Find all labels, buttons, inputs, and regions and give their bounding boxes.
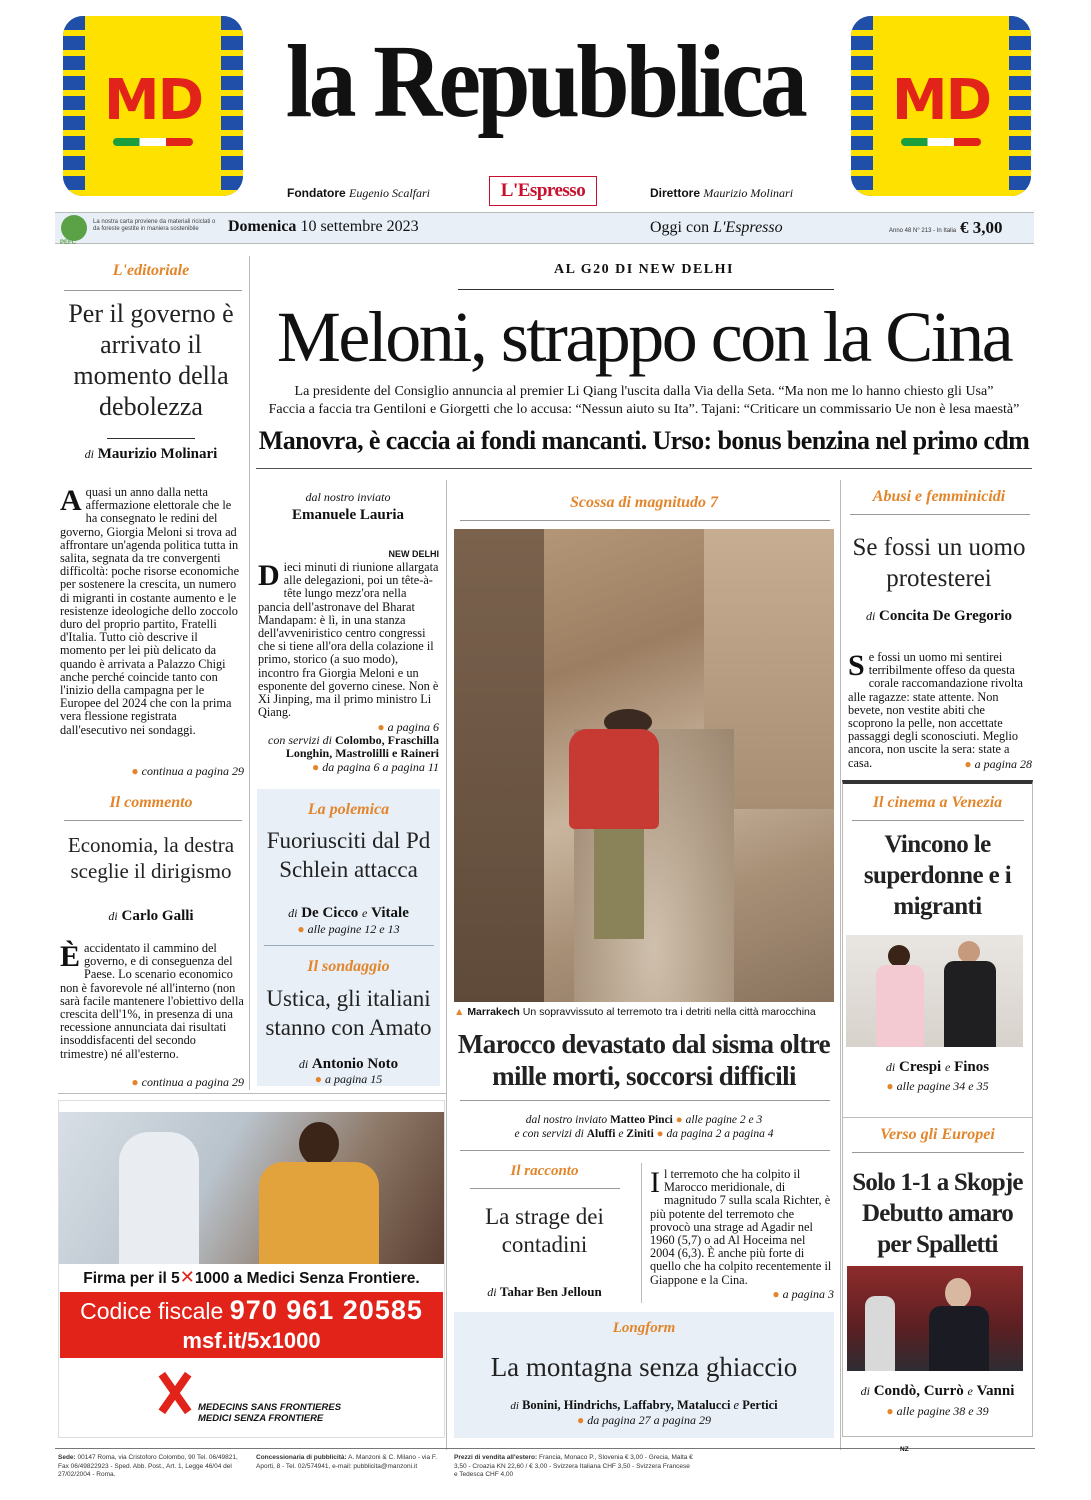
europei-headline[interactable]: Solo 1-1 a Skopje Debutto amaro per Spalletti [852,1169,1023,1258]
commento-ref[interactable]: ● continua a pagina 29 [131,1075,244,1089]
byline-di: di [84,447,95,461]
ref-text: continua a pagina 29 [141,1075,244,1089]
services-names: Colombo, Fraschilla Longhin, Mastrolilli e Raineri [285,733,439,760]
msf-ad-code-box[interactable] [60,1292,443,1358]
editoriale-text: quasi un anno dalla netta affermazione elettorale che le ha consegnato le redini del governo, Giorgia Meloni si trova ad affrontare un'agenda politica tutta in salita, segnata da tre convergenti difficoltà: poche risorse economiche per sostenere la crescita, un numero di migranti in costante aumento e le resistenze ideologiche dello zoccolo duro del proprio partito, Fratelli d'Italia. Tutto ciò descrive il momento per lei più delicato da quando è arrivata a Palazzo Chigi anche perché coincide tanto con l'inizio della campagna per le Europee del 2024 che con la prima vera flessione registrata dall'esecutivo nei sondaggi. [60,485,240,737]
longform-kicker: Longform [612,1320,676,1336]
europei-byline [843,1383,1032,1400]
md-logo-text: MD [103,68,203,133]
sede-label: Sede: [58,1454,76,1461]
femminicidi-body [848,651,1032,770]
longform-ref[interactable]: ● da pagina 27 a pagina 29 [577,1413,711,1427]
europei-kicker: Verso gli Europei [880,1126,995,1143]
polemica-author-2[interactable]: Vitale [371,905,409,921]
inviato-ref-2[interactable]: ● da pagina 6 a pagina 11 [311,760,439,774]
ref-text: a pagina 28 [974,757,1032,771]
today-with [650,219,783,237]
byline-di: di [108,909,118,923]
racconto-text: l terremoto che ha colpito il Marocco meridionale, di magnitudo 7 sulla scala Richter, è più potente del terremoto che provocò una strage ad Agadir nel 1960 (5,7) o ad Al Hoceima nel 2004 (6,3). È anche più forte di quello che ha colpito recentemente il Giappone e la Cina. [650,1167,832,1287]
ad-line-1b: 1000 a Medici Senza Frontiere. [194,1270,420,1287]
byline-di: di [860,1384,870,1398]
director-name: Maurizio Molinari [703,186,794,200]
services-name-1: Aluffi [586,1127,616,1140]
survivor-shirt [569,729,659,829]
inviato-label: dal nostro inviato [525,1114,608,1126]
byline-di: di [288,906,298,920]
inviato-body [258,561,440,719]
commento-body [60,942,244,1061]
femminicidi-headline[interactable]: Se fossi un uomo protesterei [852,534,1026,592]
polemica-kicker: La polemica [307,801,390,818]
byline-and: e [733,1398,740,1412]
issue-number: Anno 48 N° 213 - In Italia [889,228,957,234]
caption-place: Marrakech [467,1006,520,1018]
footer-code: NZ [900,1446,909,1453]
ref-text: continua a pagina 29 [141,764,244,778]
director-label: Direttore [650,186,701,200]
inviato-label: dal nostro inviato [305,490,391,504]
brand-line-2: MEDICI SENZA FRONTIERE [198,1413,324,1424]
venezia-author-2[interactable]: Finos [954,1059,990,1075]
lead-kicker: AL G20 DI NEW DELHI [554,262,734,277]
femminicidi-ref[interactable]: ● a pagina 28 [964,757,1032,771]
spalletti-photo[interactable] [847,1266,1023,1371]
sondaggio-author[interactable]: Antonio Noto [311,1056,399,1072]
venice-photo[interactable] [846,935,1023,1047]
lead-headline[interactable]: Meloni, strappo con la Cina [276,297,1012,377]
msf-url[interactable]: msf.it/5x1000 [182,1328,321,1353]
services-and: e [618,1127,624,1140]
lead-summary-1: La presidente del Consiglio annuncia al premier Li Qiang l'uscita dalla Via della Seta. “Ma non me lo hanno chiesto gli Usa” [294,384,994,399]
polemica-byline [257,905,440,922]
ref-text[interactable]: alle pagine 2 e 3 [685,1114,763,1126]
editoriale-ref[interactable]: ● continua a pagina 29 [131,764,244,778]
director-line [650,186,793,201]
survivor-trousers [594,829,644,939]
msf-logo-icon [155,1370,195,1416]
italian-flag-stripe [901,138,981,146]
europei-author-last[interactable]: Vanni [976,1383,1015,1399]
longform-byline [454,1398,834,1413]
europei-ref[interactable]: ● alle pagine 38 e 39 [886,1404,989,1418]
dropcap: S [848,649,865,682]
editoriale-kicker: L'editoriale [112,262,190,279]
italian-flag-stripe [113,138,193,146]
prezzi-text: Francia, Monaco P., Slovenia € 3,00 - Grecia, Malta € 3,50 - Croazia KN 22,60 / € 3,00 - Svizzera Italiana CHF 3,50 - Svizzera Francese e Tedesca CHF 4,00 [454,1454,693,1478]
dropcap: D [258,559,280,592]
md-logo-left[interactable] [63,16,243,196]
racconto-ref[interactable]: ● a pagina 3 [772,1287,834,1301]
ref-text: alle pagine 12 e 13 [307,922,400,936]
inviato-dateline: NEW DELHI [388,549,439,559]
tax-code: 970 961 20585 [229,1295,423,1325]
today-with-brand: L'Espresso [713,219,783,236]
commento-byline [58,908,244,925]
venezia-byline [843,1059,1032,1076]
byline-and: e [967,1384,973,1398]
pefc-note: La nostra carta proviene da materiali riciclati o da foreste gestite in maniera sostenibile [93,219,216,232]
ref-text: da pagina 6 a pagina 11 [322,760,439,774]
ref-text: a pagina 3 [782,1287,834,1301]
sede-text: 00147 Roma, via Cristoforo Colombo, 90 Tel. 06/49821, Fax 06/49822923 - Sped. Abb. Post., Art. 1, Legge 46/04 del 27/02/2004 - Roma. [58,1454,238,1478]
pefc-label: PEFC [60,240,77,246]
lead-subhead[interactable]: Manovra, è caccia ai fondi mancanti. Urso: bonus benzina nel primo cdm [258,426,1030,455]
prezzi-label: Prezzi di vendita all'estero: [454,1454,538,1461]
msf-ad-line [58,1267,445,1288]
inviato-services [256,734,439,760]
sondaggio-headline[interactable]: Ustica, gli italiani stanno con Amato [265,986,432,1040]
dropcap: I [650,1166,660,1199]
byline-and: e [944,1060,951,1074]
inviato-text: ieci minuti di riunione allargata alle delegazioni, poi un tête-à-tête lungo mezz'ora nella pancia dell'astronave del Bharat Mandapam: è lì, in una stanza dell'avveniristico centro congressi che si tiene all'ora della colazione il primo, storico (a suo modo), incontro fra Giorgia Meloni e un esponente del governo cinese. Non è Xi Jinping, ma il primo ministro Li Qiang. [258,560,439,720]
racconto-byline [453,1284,636,1300]
msf-ad-photo [59,1112,444,1264]
commento-text: accidentato il cammino del governo, e di conseguenza del Paese. Lo scenario economico non è favorevole né all'interno (non sarà facile mantenere l'obiettivo della crescita dell'1%, in presenza di una recessione annunciata dai risultati insoddisfacenti del secondo trimestre) né all'esterno. [60,941,244,1061]
sondaggio-byline [257,1056,440,1073]
inviato-ref-1[interactable]: ● a pagina 6 [377,720,439,734]
footer-sede [58,1454,244,1480]
ref-text: alle pagine 34 e 35 [896,1079,989,1093]
byline-di: di [510,1400,519,1412]
polemica-headline[interactable]: Fuoriusciti dal Pd Schlein attacca [266,828,431,882]
lead-summary [256,383,1032,419]
longform-author-last[interactable]: Pertici [742,1398,778,1412]
editoriale-headline[interactable]: Per il governo è arrivato il momento della debolezza [68,299,234,421]
racconto-headline[interactable]: La strage dei contadini [485,1204,604,1257]
ref-text: a pagina 15 [324,1072,383,1086]
commento-author[interactable]: Carlo Galli [121,908,194,924]
venezia-author-1[interactable]: Crespi [899,1059,942,1075]
caption-text: Un sopravvissuto al terremoto tra i detriti nella città marocchina [522,1006,816,1018]
inviato-author[interactable]: Emanuele Lauria [291,507,405,523]
date-line [228,218,419,236]
byline-di: di [865,609,876,623]
femminicidi-byline [846,608,1032,625]
venezia-kicker: Il cinema a Venezia [872,794,1003,811]
polemica-author-1[interactable]: De Cicco [301,905,359,921]
ad-line-1: Firma per il 5 [83,1270,180,1287]
europei-authors[interactable]: Condò, Currò [873,1383,964,1399]
commento-kicker: Il commento [109,794,193,811]
photo-caption: ▲ Marrakech Un sopravvissuto al terremoto tra i detriti nella città marocchina [454,1006,816,1018]
ref-text: a pagina 6 [387,720,439,734]
services-name-2: Ziniti [626,1127,654,1140]
services-label: e con servizi di [514,1127,584,1140]
conc-label: Concessionaria di pubblicità: [256,1454,347,1461]
footer-prezzi [454,1454,694,1480]
editoriale-author[interactable]: Maurizio Molinari [97,446,218,462]
earthquake-photo[interactable] [454,529,834,1002]
editoriale-body [60,486,244,737]
sondaggio-kicker: Il sondaggio [307,958,390,975]
ref-text: alle pagine 38 e 39 [896,1404,989,1418]
x-mark-icon: ✕ [179,1267,195,1287]
md-logo-right[interactable] [851,16,1031,196]
founder-name: Eugenio Scalfari [349,186,431,200]
dropcap: È [60,940,81,973]
ref-text[interactable]: da pagina 2 a pagina 4 [666,1127,774,1140]
byline-and: e [362,906,368,920]
today-with-label: Oggi con [650,219,710,236]
pefc-icon [61,215,87,241]
founder-line [287,186,430,201]
byline-di: di [298,1057,309,1071]
brand-line-1: MEDECINS SANS FRONTIERES [198,1402,342,1413]
marocco-headline[interactable]: Marocco devastato dal sisma oltre mille morti, soccorsi difficili [457,1029,831,1091]
marocco-refs: dal nostro inviato Matteo Pinci ● alle pagine 2 e 3 e con servizi di Aluffi e Ziniti ● da pagina 2 a pagina 4 [514,1114,774,1140]
venezia-ref[interactable]: ● alle pagine 34 e 35 [886,1079,989,1093]
femminicidi-kicker: Abusi e femminicidi [872,488,1006,505]
date: 10 settembre 2023 [300,218,419,235]
inviato-name[interactable]: Matteo Pinci [609,1114,673,1126]
femminicidi-text: e fossi un uomo mi sentirei terribilmente offeso da questa corale raccomandazione rivolta alle ragazze: state attente. Non bevete, non vestite abiti che scoprono la pelle, non accettate passaggi degli sconosciuti. Meglio ancora, non uscite la sera: state a casa. [848,650,1023,770]
founder-label: Fondatore [287,186,346,200]
footer-concessionaria [256,1454,442,1471]
venezia-headline[interactable]: Vincono le superdonne e i migranti [863,831,1012,920]
editoriale-byline [58,446,244,463]
conc-text: A. Manzoni & C. Milano - via F. Aporti, 8 - Tel. 02/574941, e-mail: pubblicita@manzoni.it [256,1454,437,1470]
marocco-kicker: Scossa di magnitudo 7 [569,494,719,511]
day: Domenica [228,218,297,235]
services-label: con servizi di [268,733,332,747]
longform-headline[interactable]: La montagna senza ghiaccio [490,1352,798,1382]
ref-text: da pagina 27 a pagina 29 [587,1413,711,1427]
md-logo-text: MD [891,68,991,133]
racconto-author[interactable]: Tahar Ben Jelloun [499,1284,602,1299]
longform-authors[interactable]: Bonini, Hindrichs, Laffabry, Matalucci [522,1398,731,1412]
code-label: Codice fiscale [80,1298,224,1324]
commento-headline[interactable]: Economia, la destra sceglie il dirigismo [67,833,235,883]
femminicidi-author[interactable]: Concita De Gregorio [879,608,1013,624]
byline-di: di [487,1285,497,1299]
byline-di: di [885,1060,896,1074]
msf-brand [198,1402,341,1424]
masthead-title: la Repubblica [285,24,805,139]
sondaggio-ref[interactable]: ● a pagina 15 [314,1072,383,1086]
lead-summary-2: Faccia a faccia tra Gentiloni e Giorgetti che lo accusa: “Nessun aiuto su Ita”. Tajani: “Criticare un commissario Ue non è lesa maestà” [268,402,1020,417]
dropcap: A [60,484,82,517]
racconto-kicker: Il racconto [510,1163,579,1179]
espresso-logo[interactable]: L'Espresso [489,176,597,206]
price: € 3,00 [960,218,1003,237]
racconto-body [650,1168,832,1287]
polemica-ref[interactable]: ● alle pagine 12 e 13 [297,922,400,936]
